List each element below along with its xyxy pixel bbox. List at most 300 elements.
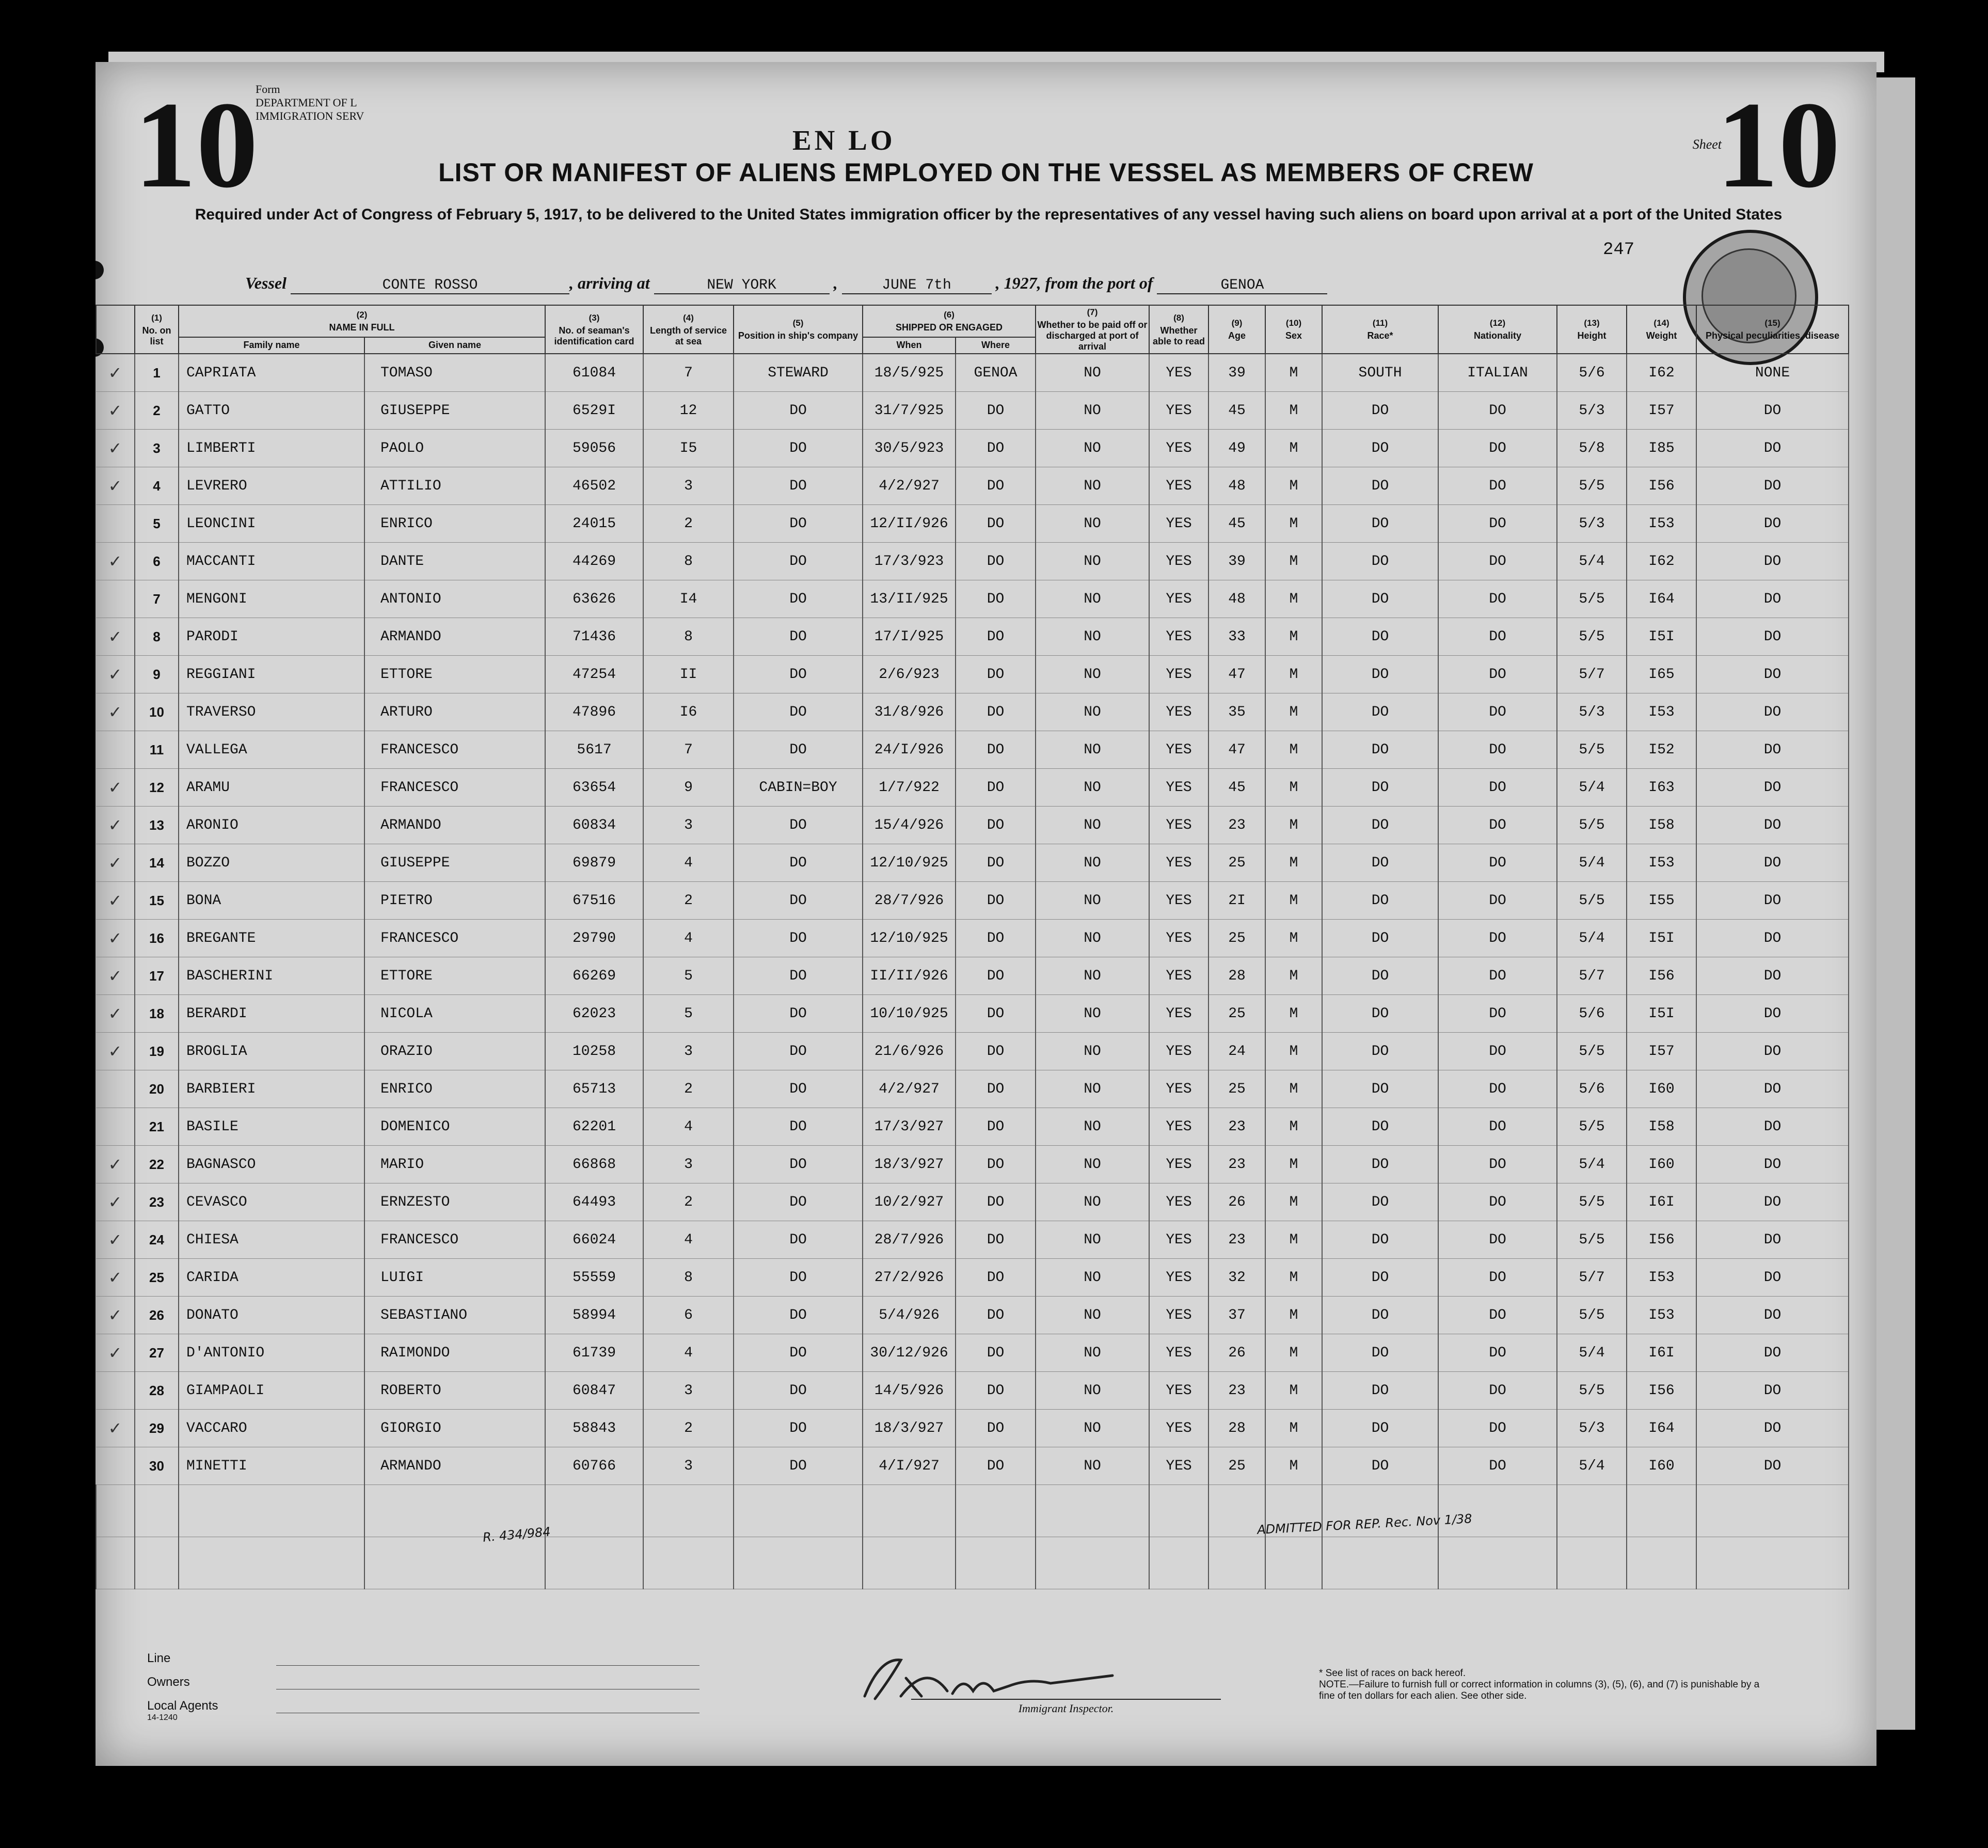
sex: M (1265, 1447, 1322, 1485)
paid-off: NO (1036, 430, 1149, 467)
age: 24 (1208, 1033, 1265, 1070)
physical-peculiarities: DO (1696, 807, 1849, 844)
service-years: 8 (643, 543, 734, 580)
weight: I5I (1627, 920, 1696, 957)
row-number: 19 (135, 1033, 179, 1070)
physical-peculiarities: DO (1696, 1108, 1849, 1146)
col-1-header (135, 305, 179, 354)
col-8-num: (8) (1173, 312, 1184, 323)
paid-off: NO (1036, 995, 1149, 1033)
position: CABIN=BOY (734, 769, 863, 807)
sex: M (1265, 505, 1322, 543)
sex: M (1265, 807, 1322, 844)
family-name: CEVASCO (179, 1183, 364, 1221)
able-to-read: YES (1149, 769, 1208, 807)
weight: I53 (1627, 1297, 1696, 1334)
height: 5/4 (1557, 1334, 1627, 1372)
check-mark: ✓ (96, 1183, 135, 1221)
able-to-read: YES (1149, 1297, 1208, 1334)
check-mark: ✓ (96, 1259, 135, 1297)
position: DO (734, 1108, 863, 1146)
physical-peculiarities: DO (1696, 769, 1849, 807)
physical-peculiarities: DO (1696, 1334, 1849, 1372)
col-2-label: NAME IN FULL (329, 322, 395, 333)
engaged-where: DO (956, 731, 1036, 769)
col-11-header (1322, 305, 1438, 354)
physical-peculiarities: DO (1696, 467, 1849, 505)
row-number: 1 (135, 354, 179, 392)
agents-field (147, 1689, 699, 1713)
sheet-label: Sheet (1692, 137, 1722, 152)
service-years: 4 (643, 1108, 734, 1146)
position: DO (734, 1221, 863, 1259)
table-row (96, 807, 1849, 844)
col-5-num: (5) (792, 318, 804, 328)
physical-peculiarities: DO (1696, 505, 1849, 543)
service-years: 4 (643, 1334, 734, 1372)
sex: M (1265, 1410, 1322, 1447)
weight: I65 (1627, 656, 1696, 693)
given-name: SEBASTIANO (364, 1297, 545, 1334)
form-code: 14-1240 (147, 1713, 178, 1722)
where-header: Where (956, 337, 1036, 354)
service-years: 3 (643, 1447, 734, 1485)
height: 5/3 (1557, 505, 1627, 543)
blank-cell (956, 1485, 1036, 1537)
table-row (96, 693, 1849, 731)
engaged-when: 12/II/926 (863, 505, 956, 543)
row-number: 5 (135, 505, 179, 543)
height: 5/5 (1557, 1033, 1627, 1070)
able-to-read: YES (1149, 1447, 1208, 1485)
sex: M (1265, 1259, 1322, 1297)
age: 23 (1208, 1221, 1265, 1259)
weight: I53 (1627, 505, 1696, 543)
able-to-read: YES (1149, 844, 1208, 882)
col-6-label: SHIPPED OR ENGAGED (896, 322, 1003, 333)
able-to-read: YES (1149, 1108, 1208, 1146)
nationality: DO (1438, 392, 1557, 430)
service-years: 3 (643, 467, 734, 505)
service-years: II (643, 656, 734, 693)
physical-peculiarities: DO (1696, 618, 1849, 656)
col-14-header (1627, 305, 1696, 354)
family-name: MENGONI (179, 580, 364, 618)
age: 49 (1208, 430, 1265, 467)
weight: I62 (1627, 543, 1696, 580)
age: 23 (1208, 1372, 1265, 1410)
blank-cell (643, 1537, 734, 1589)
table-row (96, 580, 1849, 618)
vessel-line: Vessel CONTE ROSSO , arriving at NEW YORK , JUNE 7th , 1927, from the port of GENOA (245, 274, 1327, 294)
given-name: ETTORE (364, 656, 545, 693)
engaged-when: 18/3/927 (863, 1410, 956, 1447)
id-card-number: 59056 (545, 430, 643, 467)
height: 5/8 (1557, 430, 1627, 467)
form-label-line: Form (256, 83, 280, 96)
blank-cell (1557, 1537, 1627, 1589)
id-card-number: 61739 (545, 1334, 643, 1372)
engaged-where: DO (956, 505, 1036, 543)
engaged-when: 17/3/923 (863, 543, 956, 580)
family-name: BOZZO (179, 844, 364, 882)
given-name: ARMANDO (364, 1447, 545, 1485)
engaged-when: II/II/926 (863, 957, 956, 995)
paid-off: NO (1036, 882, 1149, 920)
height: 5/4 (1557, 769, 1627, 807)
engaged-when: 21/6/926 (863, 1033, 956, 1070)
height: 5/4 (1557, 543, 1627, 580)
blank-cell (1438, 1485, 1557, 1537)
handwritten-note-row30: R. 434/984 (482, 1524, 551, 1545)
age: 25 (1208, 920, 1265, 957)
service-years: 4 (643, 1221, 734, 1259)
race: DO (1322, 1183, 1438, 1221)
able-to-read: YES (1149, 618, 1208, 656)
line-field (147, 1642, 699, 1666)
service-years: 12 (643, 392, 734, 430)
col-12-label: Nationality (1474, 330, 1522, 341)
service-years: 8 (643, 618, 734, 656)
engaged-when: 1/7/922 (863, 769, 956, 807)
able-to-read: YES (1149, 467, 1208, 505)
row-number: 26 (135, 1297, 179, 1334)
age: 23 (1208, 807, 1265, 844)
race: DO (1322, 656, 1438, 693)
sex: M (1265, 1146, 1322, 1183)
family-name: REGGIANI (179, 656, 364, 693)
given-name: ARMANDO (364, 618, 545, 656)
nationality: DO (1438, 1334, 1557, 1372)
col-13-header (1557, 305, 1627, 354)
age: 26 (1208, 1183, 1265, 1221)
blank-cell (135, 1485, 179, 1537)
service-years: 3 (643, 1033, 734, 1070)
race: DO (1322, 1447, 1438, 1485)
able-to-read: YES (1149, 1259, 1208, 1297)
service-years: 4 (643, 844, 734, 882)
race: DO (1322, 769, 1438, 807)
weight: I60 (1627, 1070, 1696, 1108)
engaged-where: DO (956, 1108, 1036, 1146)
able-to-read: YES (1149, 1410, 1208, 1447)
position: DO (734, 1070, 863, 1108)
sex: M (1265, 1108, 1322, 1146)
blank-cell (179, 1485, 364, 1537)
given-name: PAOLO (364, 430, 545, 467)
able-to-read: YES (1149, 1033, 1208, 1070)
col-6-header (863, 305, 1036, 337)
height: 5/5 (1557, 1221, 1627, 1259)
check-mark: ✓ (96, 1221, 135, 1259)
sex: M (1265, 693, 1322, 731)
age: 35 (1208, 693, 1265, 731)
family-name-header: Family name (179, 337, 364, 354)
table-row (96, 1372, 1849, 1410)
id-card-number: 69879 (545, 844, 643, 882)
table-row (96, 1297, 1849, 1334)
race: DO (1322, 1259, 1438, 1297)
vessel-name: CONTE ROSSO (291, 277, 569, 294)
given-name: PIETRO (364, 882, 545, 920)
id-card-number: 63654 (545, 769, 643, 807)
id-card-number: 46502 (545, 467, 643, 505)
sex: M (1265, 731, 1322, 769)
check-mark: ✓ (96, 656, 135, 693)
check-mark (96, 1108, 135, 1146)
col-9-label: Age (1228, 330, 1246, 341)
paid-off: NO (1036, 580, 1149, 618)
check-mark: ✓ (96, 995, 135, 1033)
arrival-date: JUNE 7th (842, 277, 992, 294)
sex: M (1265, 354, 1322, 392)
position: DO (734, 580, 863, 618)
able-to-read: YES (1149, 580, 1208, 618)
race: DO (1322, 882, 1438, 920)
given-name: LUIGI (364, 1259, 545, 1297)
paid-off: NO (1036, 1070, 1149, 1108)
physical-peculiarities: DO (1696, 957, 1849, 995)
position: DO (734, 1410, 863, 1447)
family-name: LEONCINI (179, 505, 364, 543)
table-row (96, 467, 1849, 505)
weight: I5I (1627, 995, 1696, 1033)
blank-cell (863, 1537, 956, 1589)
blank-cell (1149, 1485, 1208, 1537)
nationality: DO (1438, 1259, 1557, 1297)
height: 5/5 (1557, 618, 1627, 656)
row-number: 3 (135, 430, 179, 467)
engaged-where: DO (956, 1297, 1036, 1334)
height: 5/5 (1557, 467, 1627, 505)
race: DO (1322, 1334, 1438, 1372)
table-row (96, 1070, 1849, 1108)
engaged-where: DO (956, 1259, 1036, 1297)
physical-peculiarities: DO (1696, 882, 1849, 920)
engaged-where: DO (956, 1183, 1036, 1221)
race: DO (1322, 1297, 1438, 1334)
check-mark: ✓ (96, 920, 135, 957)
given-name: TOMASO (364, 354, 545, 392)
id-card-number: 65713 (545, 1070, 643, 1108)
sex: M (1265, 392, 1322, 430)
position: DO (734, 1372, 863, 1410)
race: DO (1322, 1410, 1438, 1447)
race: DO (1322, 844, 1438, 882)
col-15-header (1696, 305, 1849, 354)
blank-cell (1036, 1537, 1149, 1589)
col-11-num: (11) (1372, 318, 1388, 328)
height: 5/6 (1557, 1070, 1627, 1108)
physical-peculiarities: DO (1696, 844, 1849, 882)
given-name: ERNZESTO (364, 1183, 545, 1221)
nationality: DO (1438, 920, 1557, 957)
engaged-where: DO (956, 920, 1036, 957)
physical-peculiarities: DO (1696, 1146, 1849, 1183)
age: 45 (1208, 505, 1265, 543)
row-number: 6 (135, 543, 179, 580)
paid-off: NO (1036, 844, 1149, 882)
punch-hole (96, 261, 104, 279)
line-label: Line (147, 1651, 171, 1665)
engaged-where: DO (956, 1033, 1036, 1070)
table-row (96, 1447, 1849, 1485)
age: 39 (1208, 543, 1265, 580)
able-to-read: YES (1149, 1372, 1208, 1410)
engaged-when: 12/10/925 (863, 844, 956, 882)
engaged-when: 17/3/927 (863, 1108, 956, 1146)
race: SOUTH (1322, 354, 1438, 392)
engaged-when: 4/I/927 (863, 1447, 956, 1485)
table-row (96, 1146, 1849, 1183)
given-name: ETTORE (364, 957, 545, 995)
service-years: 7 (643, 731, 734, 769)
from-label: , from the port of (1037, 274, 1153, 292)
position: DO (734, 1334, 863, 1372)
engaged-when: 14/5/926 (863, 1372, 956, 1410)
engaged-when: 2/6/923 (863, 656, 956, 693)
race-note: * See list of races on back hereof. (1319, 1668, 1466, 1679)
nationality: DO (1438, 769, 1557, 807)
engaged-when: 27/2/926 (863, 1259, 956, 1297)
given-name: FRANCESCO (364, 920, 545, 957)
nationality: DO (1438, 1447, 1557, 1485)
given-name: GIUSEPPE (364, 392, 545, 430)
engaged-where: DO (956, 580, 1036, 618)
col-8-header (1149, 305, 1208, 354)
col-4-num: (4) (683, 312, 694, 323)
position: DO (734, 995, 863, 1033)
nationality: DO (1438, 807, 1557, 844)
service-years: 3 (643, 1146, 734, 1183)
family-name: LIMBERTI (179, 430, 364, 467)
weight: I58 (1627, 807, 1696, 844)
weight: I60 (1627, 1447, 1696, 1485)
header-fragment: EN LO (792, 124, 896, 156)
sex: M (1265, 618, 1322, 656)
race: DO (1322, 693, 1438, 731)
col-12-num: (12) (1489, 318, 1506, 328)
given-name: GIORGIO (364, 1410, 545, 1447)
owners-label: Owners (147, 1675, 190, 1689)
age: 28 (1208, 1410, 1265, 1447)
sex: M (1265, 1033, 1322, 1070)
id-card-number: 66868 (545, 1146, 643, 1183)
engaged-when: 28/7/926 (863, 882, 956, 920)
given-name: ORAZIO (364, 1033, 545, 1070)
engaged-where: DO (956, 957, 1036, 995)
service-years: 2 (643, 1070, 734, 1108)
height: 5/3 (1557, 392, 1627, 430)
weight: I57 (1627, 392, 1696, 430)
paid-off: NO (1036, 656, 1149, 693)
check-mark: ✓ (96, 467, 135, 505)
form-number: 10 (134, 76, 258, 213)
engaged-when: 5/4/926 (863, 1297, 956, 1334)
nationality: DO (1438, 731, 1557, 769)
family-name: BARBIERI (179, 1070, 364, 1108)
weight: I52 (1627, 731, 1696, 769)
penalty-note: NOTE.—Failure to furnish full or correct information in columns (3), (5), (6), and (7) is punishable by a fine of ten dollars for each alien. See other side. (1319, 1679, 1760, 1701)
blank-row (96, 1485, 1849, 1537)
row-number: 4 (135, 467, 179, 505)
engaged-when: 4/2/927 (863, 1070, 956, 1108)
sex: M (1265, 543, 1322, 580)
from-port: GENOA (1157, 277, 1327, 294)
position: DO (734, 920, 863, 957)
engaged-where: DO (956, 1221, 1036, 1259)
col-12-header (1438, 305, 1557, 354)
check-mark (96, 580, 135, 618)
family-name: PARODI (179, 618, 364, 656)
weight: I58 (1627, 1108, 1696, 1146)
given-name: NICOLA (364, 995, 545, 1033)
physical-peculiarities: DO (1696, 920, 1849, 957)
paid-off: NO (1036, 1183, 1149, 1221)
family-name: BASCHERINI (179, 957, 364, 995)
nationality: DO (1438, 1410, 1557, 1447)
row-number: 16 (135, 920, 179, 957)
blank-cell (863, 1485, 956, 1537)
id-card-number: 29790 (545, 920, 643, 957)
col-3-label: No. of seaman's identification card (554, 325, 634, 346)
paid-off: NO (1036, 1297, 1149, 1334)
check-mark: ✓ (96, 1334, 135, 1372)
race: DO (1322, 467, 1438, 505)
blank-cell (734, 1537, 863, 1589)
check-mark (96, 731, 135, 769)
sex: M (1265, 1070, 1322, 1108)
row-number: 30 (135, 1447, 179, 1485)
nationality: DO (1438, 1297, 1557, 1334)
given-name: GIUSEPPE (364, 844, 545, 882)
race: DO (1322, 1221, 1438, 1259)
check-mark: ✓ (96, 882, 135, 920)
id-card-number: 66269 (545, 957, 643, 995)
paid-off: NO (1036, 807, 1149, 844)
check-mark: ✓ (96, 1410, 135, 1447)
id-card-number: 71436 (545, 618, 643, 656)
family-name: TRAVERSO (179, 693, 364, 731)
blank-cell (1208, 1537, 1265, 1589)
id-card-number: 62023 (545, 995, 643, 1033)
family-name: VACCARO (179, 1410, 364, 1447)
paid-off: NO (1036, 505, 1149, 543)
family-name: BASILE (179, 1108, 364, 1146)
position: DO (734, 807, 863, 844)
given-name: ENRICO (364, 505, 545, 543)
position: DO (734, 392, 863, 430)
engaged-where: DO (956, 769, 1036, 807)
id-card-number: 60766 (545, 1447, 643, 1485)
weight: I57 (1627, 1033, 1696, 1070)
row-number: 13 (135, 807, 179, 844)
weight: I56 (1627, 1372, 1696, 1410)
weight: I64 (1627, 1410, 1696, 1447)
crew-table (96, 305, 1849, 1589)
table-row (96, 1033, 1849, 1070)
engaged-when: 17/I/925 (863, 618, 956, 656)
sheet-number: 10 (1716, 76, 1840, 213)
family-name: BERARDI (179, 995, 364, 1033)
service-years: 8 (643, 1259, 734, 1297)
given-name-header: Given name (364, 337, 545, 354)
sex: M (1265, 1334, 1322, 1372)
check-mark: ✓ (96, 618, 135, 656)
arrival-year: 1927 (1004, 274, 1037, 292)
nationality: DO (1438, 957, 1557, 995)
engaged-when: 13/II/925 (863, 580, 956, 618)
